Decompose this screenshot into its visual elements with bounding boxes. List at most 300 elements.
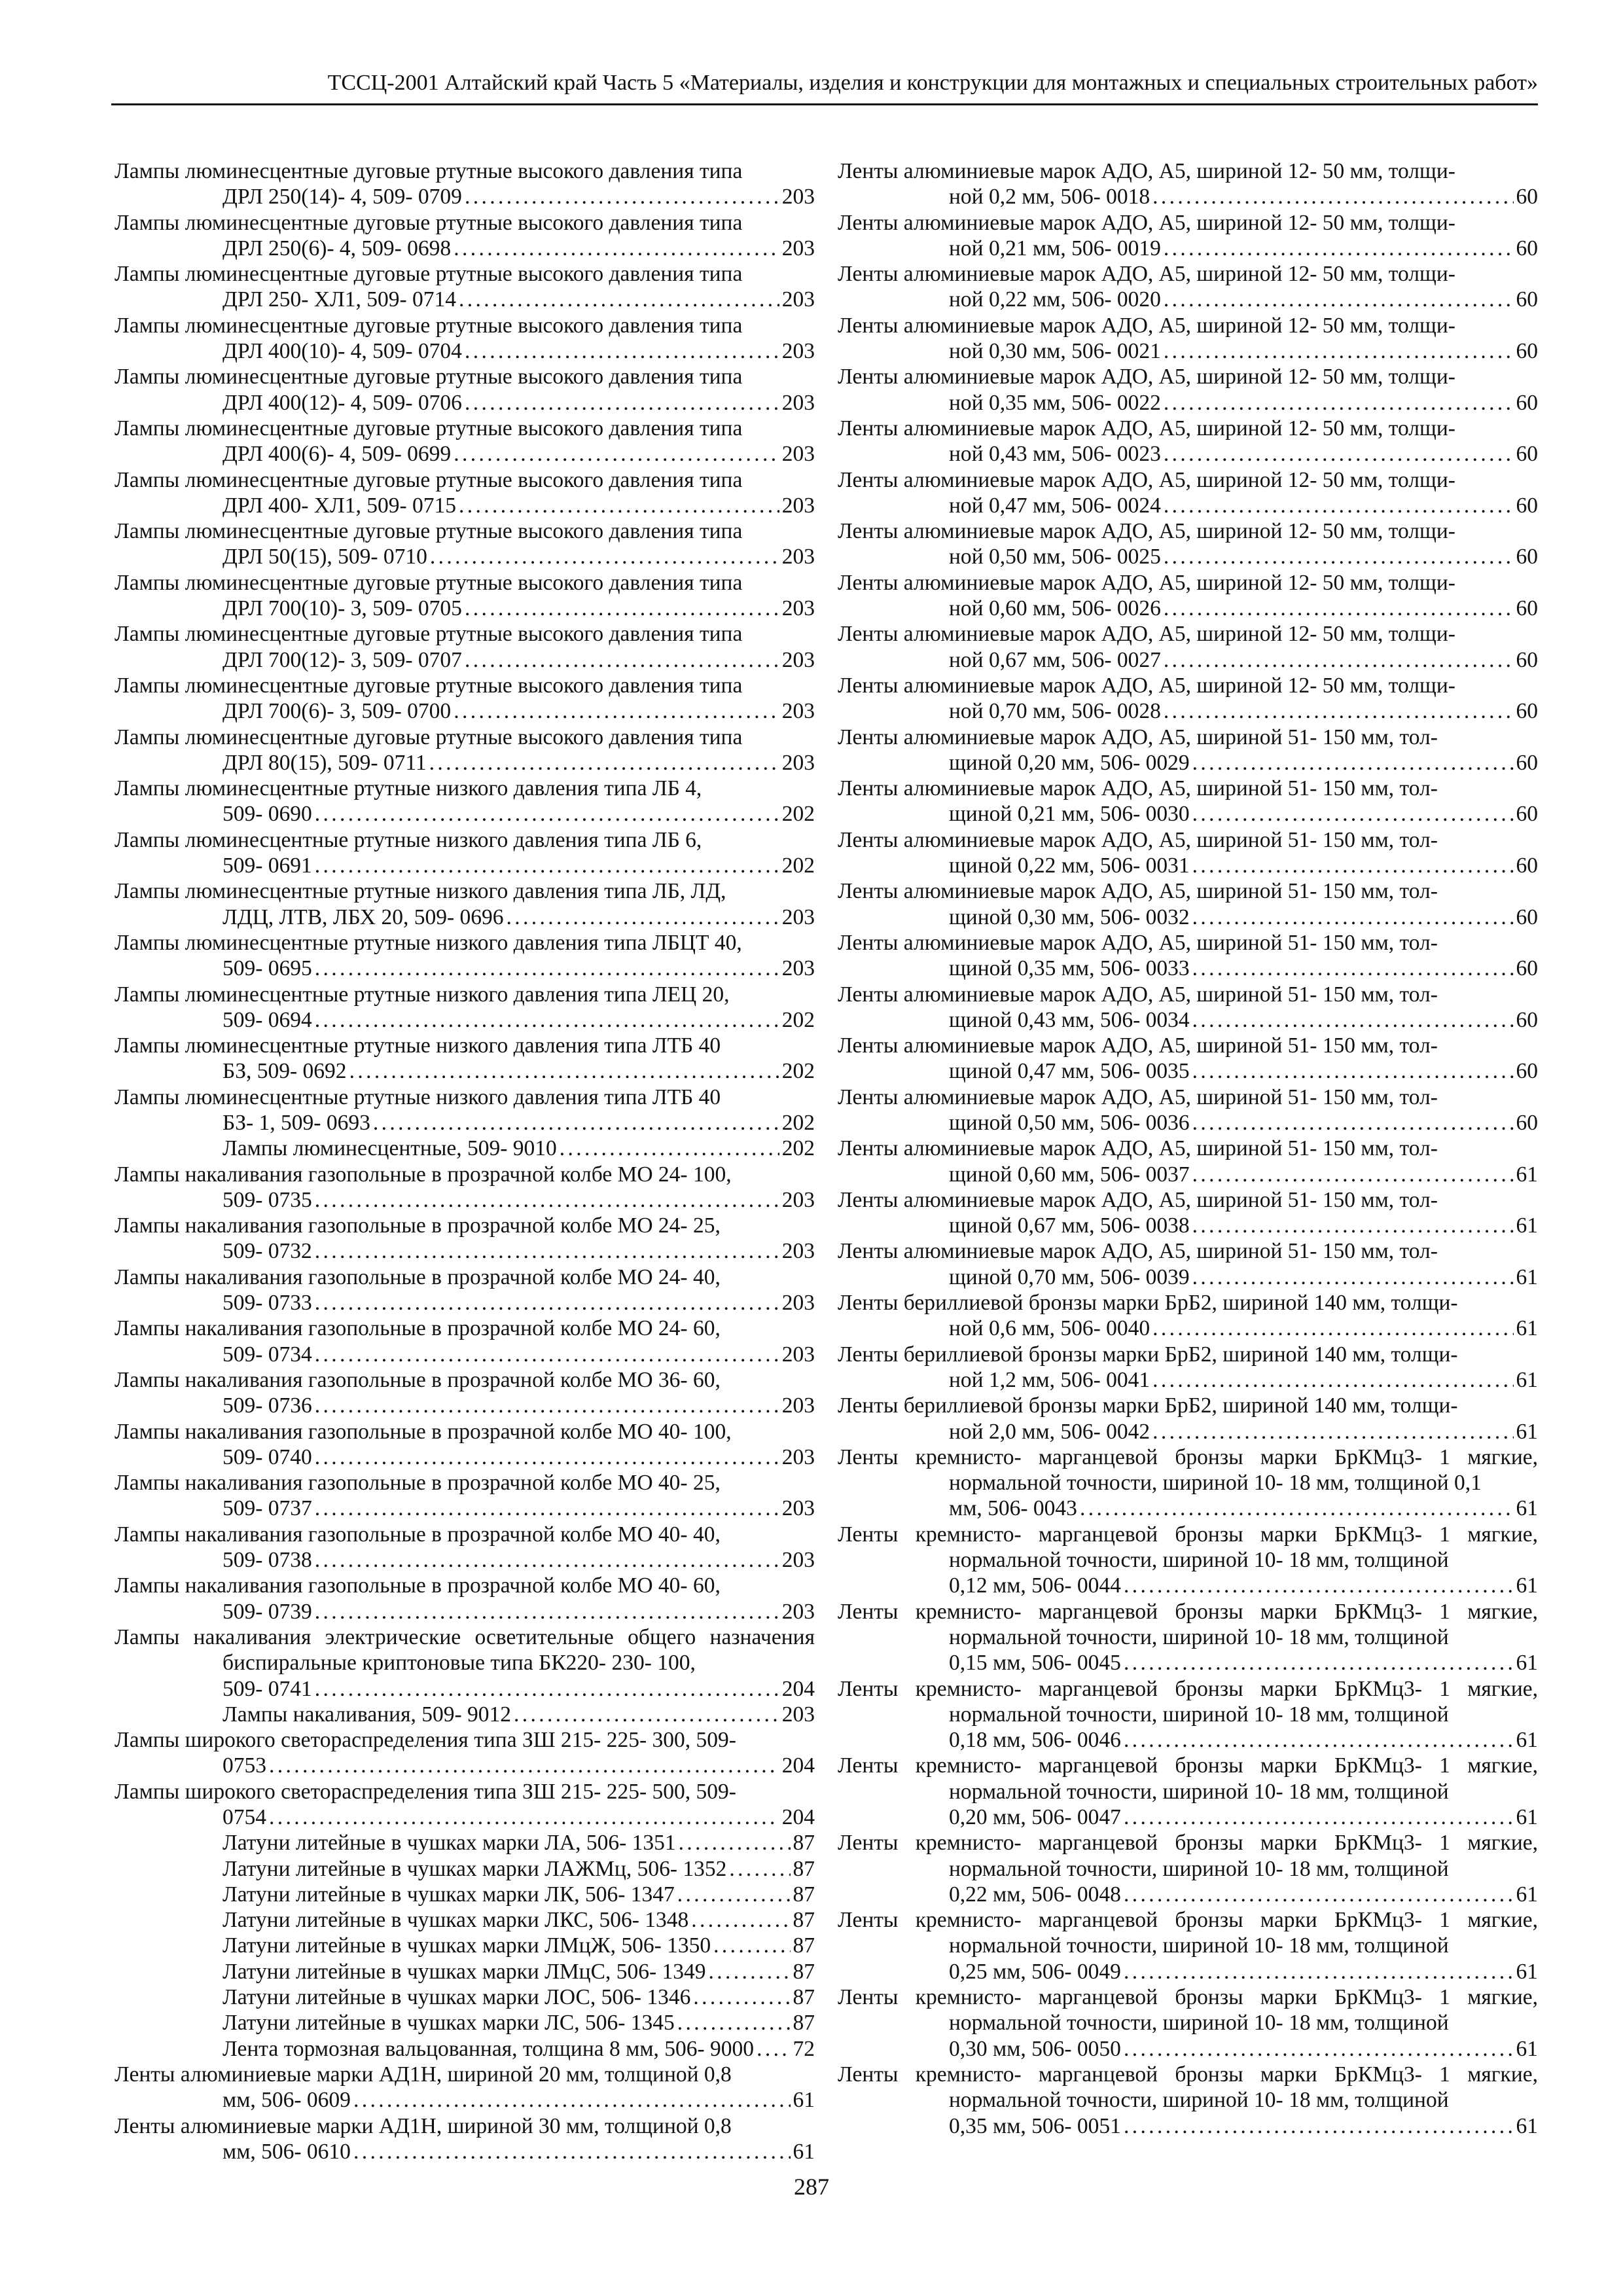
index-entry-leader-line <box>223 1058 815 1084</box>
index-entry-code: 509- 0736 <box>223 1393 312 1418</box>
index-entry <box>838 1522 1538 1599</box>
leader-dots <box>315 1342 779 1367</box>
index-entry-code: Латуни литейные в чушках марки ЛКС, 506- 1348 <box>223 1908 689 1933</box>
index-entry-page-ref: 60 <box>1516 185 1538 209</box>
index-entry <box>115 1213 815 1265</box>
index-entry-page-ref: 60 <box>1516 699 1538 724</box>
index-entry <box>838 621 1538 673</box>
index-entry-code: 509- 0739 <box>223 1599 312 1624</box>
index-entry-page-ref: 61 <box>1516 1367 1538 1392</box>
index-entry <box>115 364 815 416</box>
index-entry-page-ref: 203 <box>781 1342 815 1367</box>
index-entry-page-ref: 60 <box>1516 956 1538 981</box>
leader-dots <box>1192 905 1514 930</box>
leader-dots <box>679 1830 791 1856</box>
index-entry-text: Лампы люминесцентные дуговые ртутные высокого давления типа <box>115 416 743 440</box>
index-entry-page-ref: 87 <box>793 1831 815 1856</box>
index-entry <box>115 1573 815 1624</box>
index-entry-text: Лампы накаливания газопольные в прозрачной колбе МО 24- 60, <box>115 1316 721 1341</box>
index-entry-page-ref: 60 <box>1516 1059 1538 1084</box>
leader-dots <box>465 338 779 364</box>
index-entry <box>115 416 815 467</box>
index-entry-leader-line <box>223 956 815 981</box>
index-column-right <box>838 158 1538 2139</box>
index-entry-leader-line <box>223 1187 815 1213</box>
index-entry-text: Лампы люминесцентные дуговые ртутные высокого давления типа <box>115 313 743 338</box>
index-entry-leader-line <box>223 338 815 364</box>
leader-dots <box>315 801 779 827</box>
index-entry <box>838 1444 1538 1522</box>
index-entry-text: Ленты алюминиевые марок АДО, А5, шириной 12- 50 мм, толщи- <box>838 159 1455 183</box>
leader-dots <box>315 1547 779 1573</box>
index-entry-code: ной 0,2 мм, 506- 0018 <box>949 185 1150 209</box>
leader-dots <box>454 236 779 261</box>
index-entry-code: 0,35 мм, 506- 0051 <box>949 2113 1121 2138</box>
leader-dots <box>1192 1058 1514 1084</box>
index-entry-leader-line <box>949 1804 1538 1830</box>
index-entry-leader-line <box>223 2036 815 2062</box>
index-entry-code: 509- 0740 <box>223 1444 312 1469</box>
index-entry-page-ref: 60 <box>1516 545 1538 569</box>
index-entry-text: Ленты кремнисто- марганцевой бронзы марки БрКМц3- 1 мягкие, нормальной точности, шириной 10- 18 мм, толщиной <box>838 1676 1538 1727</box>
index-entry-leader-line <box>949 1419 1538 1444</box>
index-entry-leader-line <box>949 1573 1538 1598</box>
index-entry-text: Ленты кремнисто- марганцевой бронзы марки БрКМц3- 1 мягкие, нормальной точности, шириной 10- 18 мм, толщиной <box>838 2062 1538 2113</box>
index-entry-page-ref: 202 <box>781 1110 815 1135</box>
index-entry-page-ref: 61 <box>793 2088 815 2113</box>
index-entry-leader-line <box>949 1316 1538 1341</box>
index-entry-leader-line <box>949 1110 1538 1136</box>
index-entry-code: 0,18 мм, 506- 0046 <box>949 1728 1121 1753</box>
index-entry-code: Лента тормозная вальцованная, толщина 8 мм, 506- 9000 <box>223 2036 755 2061</box>
leader-dots <box>454 698 779 724</box>
index-entry-text: Ленты алюминиевые марок АДО, А5, шириной 12- 50 мм, толщи- <box>838 365 1455 389</box>
index-entry-leader-line <box>949 1650 1538 1676</box>
index-entry-page-ref: 203 <box>781 1393 815 1418</box>
index-entry <box>115 621 815 673</box>
index-entry-leader-line <box>949 1162 1538 1187</box>
index-entry-leader-line <box>949 905 1538 930</box>
index-entry <box>838 776 1538 827</box>
index-entry-leader-line <box>949 596 1538 621</box>
index-entry-text: Ленты кремнисто- марганцевой бронзы марки БрКМц3- 1 мягкие, нормальной точности, шириной 10- 18 мм, толщиной <box>838 1753 1538 1804</box>
leader-dots <box>1192 1110 1514 1136</box>
index-entry <box>115 725 815 776</box>
index-entry-page-ref: 203 <box>781 596 815 621</box>
index-entry-page-ref: 60 <box>1516 1007 1538 1032</box>
index-entry-text: Ленты алюминиевые марок АДО, А5, шириной 12- 50 мм, толщи- <box>838 570 1455 595</box>
index-entry-page-ref: 61 <box>1516 2113 1538 2138</box>
index-entry-code: 0754 <box>223 1805 266 1829</box>
index-entry-code: щиной 0,22 мм, 506- 0031 <box>949 853 1190 878</box>
index-entry-leader-line <box>949 698 1538 724</box>
index-entry-code: ной 0,67 мм, 506- 0027 <box>949 647 1161 672</box>
index-entry-page-ref: 203 <box>781 185 815 209</box>
index-entry <box>115 2036 815 2062</box>
index-entry-leader-line <box>223 390 815 416</box>
index-entry-page-ref: 61 <box>1516 1882 1538 1907</box>
index-entry-text: Лампы люминесцентные ртутные низкого давления типа ЛТБ 40 <box>115 1033 721 1058</box>
index-entry-page-ref: 203 <box>781 1291 815 1316</box>
index-entry-leader-line <box>223 647 815 673</box>
index-entry-code: 509- 0741 <box>223 1676 312 1701</box>
index-entry-page-ref: 203 <box>781 1444 815 1469</box>
leader-dots <box>1192 801 1514 827</box>
index-entry-page-ref: 60 <box>1516 339 1538 364</box>
index-entry-page-ref: 60 <box>1516 802 1538 827</box>
index-entry-text: Ленты алюминиевые марки АД1Н, шириной 30 мм, толщиной 0,8 <box>115 2113 732 2138</box>
index-entry-page-ref: 61 <box>1516 1805 1538 1829</box>
index-entry-page-ref: 203 <box>781 493 815 518</box>
index-entry-leader-line <box>223 1110 815 1136</box>
index-entry-leader-line <box>949 853 1538 878</box>
index-entry-text: Лампы накаливания газопольные в прозрачной колбе МО 40- 60, <box>115 1573 721 1598</box>
leader-dots <box>315 1187 779 1213</box>
index-entry-code: ной 0,70 мм, 506- 0028 <box>949 699 1161 724</box>
index-entry-code: ДРЛ 400(10)- 4, 509- 0704 <box>223 339 462 364</box>
leader-dots <box>677 2010 791 2036</box>
leader-dots <box>430 544 779 569</box>
index-entry-text: Ленты алюминиевые марок АДО, А5, шириной 12- 50 мм, толщи- <box>838 313 1455 338</box>
index-entry-leader-line <box>223 2139 815 2164</box>
index-entry <box>115 1779 815 1831</box>
index-entry-page-ref: 203 <box>781 647 815 672</box>
index-entry-code: БЗ, 509- 0692 <box>223 1059 347 1084</box>
index-entry-code: щиной 0,67 мм, 506- 0038 <box>949 1213 1190 1238</box>
index-entry-page-ref: 203 <box>781 390 815 415</box>
index-entry-leader-line <box>223 1599 815 1624</box>
index-entry <box>115 261 815 313</box>
index-entry <box>115 1033 815 1085</box>
index-entry-leader-line <box>949 2036 1538 2062</box>
leader-dots <box>315 956 779 981</box>
leader-dots <box>560 1136 779 1161</box>
index-entry <box>115 518 815 570</box>
leader-dots <box>1164 390 1514 416</box>
index-entry-leader-line <box>223 1444 815 1470</box>
index-entry-code: 509- 0733 <box>223 1291 312 1316</box>
index-entry <box>838 1676 1538 1753</box>
leader-dots <box>1192 1162 1514 1187</box>
index-entry-code: ДРЛ 700(6)- 3, 509- 0700 <box>223 699 452 724</box>
index-entry-text: Ленты алюминиевые марок АДО, А5, шириной 51- 150 мм, тол- <box>838 725 1438 749</box>
index-entry-leader-line <box>223 236 815 261</box>
index-entry-page-ref: 61 <box>1516 1959 1538 1984</box>
index-entry <box>115 1265 815 1316</box>
index-entry-code: 0,25 мм, 506- 0049 <box>949 1959 1121 1984</box>
index-entry-text: Ленты кремнисто- марганцевой бронзы марки БрКМц3- 1 мягкие, нормальной точности, шириной 10- 18 мм, толщиной 0,1 <box>838 1444 1538 1496</box>
index-entry <box>115 570 815 622</box>
index-entry-leader-line <box>949 1058 1538 1084</box>
index-entry-leader-line <box>223 544 815 569</box>
index-entry-page-ref: 72 <box>793 2036 815 2061</box>
index-entry-text: Ленты бериллиевой бронзы марки БрБ2, шириной 140 мм, толщи- <box>838 1342 1458 1367</box>
index-entry-code: Лампы накаливания, 509- 9012 <box>223 1702 512 1727</box>
index-entry-leader-line <box>949 236 1538 261</box>
index-entry-text: Лампы широкого светораспределения типа ЗШ 215- 225- 500, 509- <box>115 1779 736 1804</box>
index-entry-page-ref: 61 <box>1516 1573 1538 1598</box>
leader-dots <box>1192 1265 1514 1290</box>
index-entry <box>838 261 1538 313</box>
index-entry-code: щиной 0,50 мм, 506- 0036 <box>949 1110 1190 1135</box>
index-entry <box>115 1367 815 1419</box>
index-entry-page-ref: 203 <box>781 699 815 724</box>
index-entry <box>115 982 815 1033</box>
index-entry <box>115 2113 815 2165</box>
index-entry <box>838 725 1538 776</box>
index-entry <box>115 2010 815 2036</box>
index-entry-text: Лампы накаливания газопольные в прозрачной колбе МО 36- 60, <box>115 1367 721 1392</box>
index-entry <box>115 1162 815 1213</box>
index-entry-text: Лампы накаливания электрические осветительные общего назначения биспиральные криптоновые типа БК220- 230- 100, <box>115 1624 815 1676</box>
index-entry-page-ref: 60 <box>1516 905 1538 929</box>
leader-dots <box>1152 1419 1513 1444</box>
index-entry <box>115 313 815 365</box>
index-entry-code: ЛДЦ, ЛТВ, ЛБХ 20, 509- 0696 <box>223 905 504 929</box>
index-entry-code: 509- 0690 <box>223 802 312 827</box>
index-entry-code: ной 2,0 мм, 506- 0042 <box>949 1419 1150 1444</box>
leader-dots <box>507 905 779 930</box>
leader-dots <box>1192 1213 1514 1238</box>
index-entry <box>115 1702 815 1727</box>
index-entry <box>838 1907 1538 1984</box>
index-entry-leader-line <box>223 2087 815 2113</box>
leader-dots <box>709 1959 791 1984</box>
index-entry-code: ДРЛ 250(14)- 4, 509- 0709 <box>223 185 462 209</box>
index-entry-leader-line <box>223 287 815 312</box>
index-entry-text: Ленты алюминиевые марок АДО, А5, шириной 51- 150 мм, тол- <box>838 1136 1438 1161</box>
leader-dots <box>1124 1804 1514 1830</box>
index-entry-text: Ленты алюминиевые марок АДО, А5, шириной 51- 150 мм, тол- <box>838 827 1438 852</box>
index-entry-leader-line <box>949 287 1538 312</box>
index-entry <box>115 1419 815 1471</box>
index-entry <box>115 930 815 982</box>
index-entry-leader-line <box>223 1856 815 1882</box>
index-entry-code: Латуни литейные в чушках марки ЛОС, 506- 1346 <box>223 1985 691 2010</box>
leader-dots <box>315 1496 779 1521</box>
index-entry <box>115 158 815 210</box>
index-entry-leader-line <box>949 956 1538 981</box>
index-entry-leader-line <box>223 1907 815 1933</box>
index-entry-code: ДРЛ 50(15), 509- 0710 <box>223 545 427 569</box>
index-entry <box>838 313 1538 365</box>
index-entry-text: Ленты алюминиевые марок АДО, А5, шириной 51- 150 мм, тол- <box>838 1187 1438 1212</box>
leader-dots <box>1164 493 1514 518</box>
index-entry-page-ref: 60 <box>1516 647 1538 672</box>
index-entry-code: ной 0,21 мм, 506- 0019 <box>949 236 1161 260</box>
index-entry-leader-line <box>223 1753 815 1778</box>
index-entry-code: Латуни литейные в чушках марки ЛК, 506- 1347 <box>223 1882 675 1907</box>
leader-dots <box>713 1933 790 1958</box>
index-entry-page-ref: 87 <box>793 1908 815 1933</box>
index-entry <box>838 1753 1538 1830</box>
index-entry-page-ref: 203 <box>781 236 815 260</box>
leader-dots <box>454 441 779 467</box>
leader-dots <box>1164 287 1514 312</box>
index-entry <box>838 1085 1538 1136</box>
index-entry <box>115 1316 815 1367</box>
index-entry-leader-line <box>223 1393 815 1418</box>
index-entry-text: Лампы накаливания газопольные в прозрачной колбе МО 24- 40, <box>115 1265 721 1289</box>
index-entry-page-ref: 87 <box>793 2011 815 2036</box>
index-entry-text: Ленты алюминиевые марок АДО, А5, шириной 51- 150 мм, тол- <box>838 1239 1438 1264</box>
index-entry-code: щиной 0,43 мм, 506- 0034 <box>949 1007 1190 1032</box>
index-entry-page-ref: 87 <box>793 1933 815 1958</box>
index-entry-text: Ленты алюминиевые марок АДО, А5, шириной 12- 50 мм, толщи- <box>838 467 1455 492</box>
leader-dots <box>1192 1007 1514 1033</box>
index-entry-text: Лампы люминесцентные дуговые ртутные высокого давления типа <box>115 159 743 183</box>
index-entry <box>838 1830 1538 1907</box>
index-entry <box>115 1907 815 1933</box>
index-entry-page-ref: 203 <box>781 339 815 364</box>
index-entry-code: ной 0,22 мм, 506- 0020 <box>949 287 1161 312</box>
index-entry-code: ной 0,35 мм, 506- 0022 <box>949 390 1161 415</box>
index-entry-leader-line <box>223 1007 815 1033</box>
index-entry-code: 0,12 мм, 506- 0044 <box>949 1573 1121 1598</box>
index-entry-page-ref: 204 <box>781 1753 815 1778</box>
index-entry-page-ref: 204 <box>781 1676 815 1701</box>
leader-dots <box>1164 596 1514 621</box>
index-entry-text: Лампы люминесцентные дуговые ртутные высокого давления типа <box>115 467 743 492</box>
index-entry-leader-line <box>949 493 1538 518</box>
index-entry-code: Лампы люминесцентные, 509- 9010 <box>223 1136 557 1161</box>
index-entry-page-ref: 60 <box>1516 287 1538 312</box>
index-entry <box>115 1624 815 1702</box>
index-entry-leader-line <box>949 1727 1538 1753</box>
leader-dots <box>677 1882 791 1907</box>
leader-dots <box>429 750 779 776</box>
leader-dots <box>465 390 779 416</box>
index-entry-text: Лампы накаливания газопольные в прозрачной колбе МО 40- 40, <box>115 1522 721 1547</box>
index-entry-code: ной 0,43 мм, 506- 0023 <box>949 442 1161 467</box>
index-entry <box>838 1393 1538 1444</box>
index-entry <box>115 1136 815 1161</box>
index-entry-text: Ленты алюминиевые марок АДО, А5, шириной 51- 150 мм, тол- <box>838 1033 1438 1058</box>
index-entry-page-ref: 60 <box>1516 750 1538 775</box>
index-entry <box>115 776 815 827</box>
index-entry-text: Ленты бериллиевой бронзы марки БрБ2, шириной 140 мм, толщи- <box>838 1393 1458 1418</box>
leader-dots <box>1080 1496 1514 1521</box>
index-entry-code: ДРЛ 700(10)- 3, 509- 0705 <box>223 596 462 621</box>
leader-dots <box>353 2087 791 2113</box>
index-entry-leader-line <box>949 1007 1538 1033</box>
index-entry-code: ной 0,50 мм, 506- 0025 <box>949 545 1161 569</box>
index-entry-code: щиной 0,70 мм, 506- 0039 <box>949 1265 1190 1289</box>
index-entry-page-ref: 203 <box>781 1496 815 1521</box>
index-entry-code: 509- 0691 <box>223 853 312 878</box>
index-entry-leader-line <box>223 1496 815 1521</box>
index-entry <box>838 158 1538 210</box>
index-entry-text: Ленты алюминиевые марок АДО, А5, шириной 12- 50 мм, толщи- <box>838 622 1455 647</box>
index-entry <box>115 1959 815 1984</box>
leader-dots <box>315 1238 779 1264</box>
index-entry-leader-line <box>223 1342 815 1367</box>
leader-dots <box>1152 1316 1513 1341</box>
index-entry-code: ДРЛ 250- ХЛ1, 509- 0714 <box>223 287 457 312</box>
index-entry-text: Ленты алюминиевые марок АДО, А5, шириной 51- 150 мм, тол- <box>838 776 1438 801</box>
index-entry <box>838 930 1538 982</box>
index-entry-text: Лампы люминесцентные дуговые ртутные высокого давления типа <box>115 570 743 595</box>
index-entry-text: Ленты кремнисто- марганцевой бронзы марки БрКМц3- 1 мягкие, нормальной точности, шириной 10- 18 мм, толщиной <box>838 1599 1538 1649</box>
index-entry-page-ref: 203 <box>781 956 815 981</box>
index-entry-code: щиной 0,20 мм, 506- 0029 <box>949 750 1190 775</box>
index-entry-leader-line <box>949 441 1538 467</box>
index-entry-code: щиной 0,47 мм, 506- 0035 <box>949 1059 1190 1084</box>
index-entry-leader-line <box>949 1496 1538 1521</box>
index-entry-leader-line <box>949 1367 1538 1393</box>
index-entry-leader-line <box>223 1830 815 1856</box>
index-entry-leader-line <box>223 1238 815 1264</box>
leader-dots <box>459 287 779 312</box>
leader-dots <box>1124 1959 1514 1984</box>
index-entry-page-ref: 204 <box>781 1805 815 1829</box>
leader-dots <box>1124 1882 1514 1907</box>
leader-dots <box>1124 1727 1514 1753</box>
index-entry <box>115 1856 815 1882</box>
index-entry-code: 0,15 мм, 506- 0045 <box>949 1651 1121 1676</box>
index-entry-text: Лампы люминесцентные ртутные низкого давления типа ЛБ 6, <box>115 827 702 852</box>
index-entry-leader-line <box>223 1290 815 1316</box>
leader-dots <box>353 2139 791 2164</box>
index-entry-code: 0,20 мм, 506- 0047 <box>949 1805 1121 1829</box>
index-entry-page-ref: 61 <box>1516 1496 1538 1521</box>
index-entry-leader-line <box>223 1702 815 1727</box>
index-entry-text: Лампы люминесцентные ртутные низкого давления типа ЛЕЦ 20, <box>115 982 730 1007</box>
index-entry-page-ref: 60 <box>1516 442 1538 467</box>
index-entry-text: Лампы накаливания газопольные в прозрачной колбе МО 24- 100, <box>115 1162 732 1187</box>
leader-dots <box>693 1984 790 2010</box>
index-entry-code: мм, 506- 0610 <box>223 2139 351 2164</box>
index-entry-text: Лампы люминесцентные дуговые ртутные высокого давления типа <box>115 365 743 389</box>
index-entry-page-ref: 61 <box>793 2139 815 2164</box>
index-entry-page-ref: 203 <box>781 287 815 312</box>
index-entry-code: ДРЛ 400(6)- 4, 509- 0699 <box>223 442 452 467</box>
index-entry-text: Ленты бериллиевой бронзы марки БрБ2, шириной 140 мм, толщи- <box>838 1291 1458 1316</box>
index-entry-page-ref: 60 <box>1516 236 1538 260</box>
leader-dots <box>1152 184 1513 209</box>
leader-dots <box>1164 441 1514 467</box>
leader-dots <box>1124 2113 1514 2139</box>
index-entry-leader-line <box>223 853 815 878</box>
index-entry-page-ref: 203 <box>781 1187 815 1212</box>
leader-dots <box>1124 1650 1514 1676</box>
index-entry <box>115 827 815 879</box>
index-entry-text: Ленты алюминиевые марок АДО, А5, шириной 51- 150 мм, тол- <box>838 879 1438 904</box>
index-entry-code: ной 0,47 мм, 506- 0024 <box>949 493 1161 518</box>
index-entry-page-ref: 203 <box>781 1548 815 1573</box>
leader-dots <box>1164 236 1514 261</box>
leader-dots <box>315 853 779 878</box>
leader-dots <box>315 1444 779 1470</box>
leader-dots <box>1164 647 1514 673</box>
index-entry-page-ref: 202 <box>781 1007 815 1032</box>
index-entry-code: Латуни литейные в чушках марки ЛА, 506- 1351 <box>223 1831 676 1856</box>
index-entry-text: Лампы широкого светораспределения типа ЗШ 215- 225- 300, 509- <box>115 1728 736 1753</box>
index-entry-text: Лампы люминесцентные дуговые ртутные высокого давления типа <box>115 519 743 544</box>
index-entry-code: 0753 <box>223 1753 266 1778</box>
index-entry-text: Ленты алюминиевые марки АД1Н, шириной 20 мм, толщиной 0,8 <box>115 2062 732 2087</box>
index-entry-leader-line <box>949 1959 1538 1984</box>
index-entry-code: Латуни литейные в чушках марки ЛМцЖ, 506- 1350 <box>223 1933 711 1958</box>
index-entry-text: Лампы накаливания газопольные в прозрачной колбе МО 40- 25, <box>115 1471 721 1496</box>
index-entry-leader-line <box>223 698 815 724</box>
index-entry-leader-line <box>949 390 1538 416</box>
index-entry-page-ref: 61 <box>1516 1213 1538 1238</box>
index-entry <box>115 467 815 519</box>
leader-dots <box>1192 750 1514 776</box>
index-column-left <box>115 158 815 2164</box>
index-entry-code: 509- 0738 <box>223 1548 312 1573</box>
